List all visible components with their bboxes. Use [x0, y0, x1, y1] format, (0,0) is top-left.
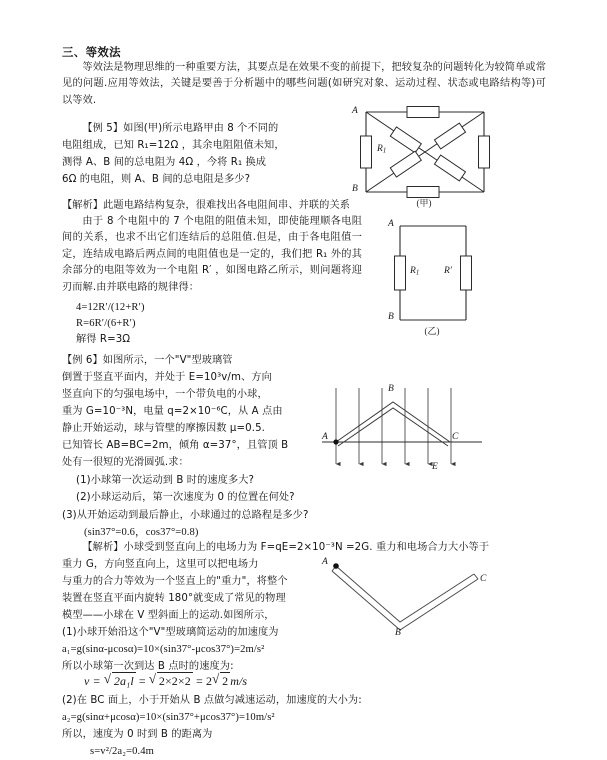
example5-problem-line-2: 电阻组成，已知 R₁=12Ω ，其余电阻阻值未知， [62, 140, 285, 151]
v-label-c: C [480, 574, 487, 584]
yi-resistor-rprime [461, 256, 472, 290]
figure-jia-circuit [352, 100, 512, 208]
example6-analysis-line-3: 装置在竖直平面内旋转 180°就变成了常见的物理 [62, 593, 286, 604]
jia-resistor-diag-ur [434, 123, 465, 149]
jia-label-a: A [352, 106, 358, 116]
example6-analysis-line-1: 重力 G，方向竖直向上，这里可以把电场力 [62, 559, 259, 570]
example6-step-s: s=v²/2a₂=0.4m [90, 746, 154, 757]
figure-jia-svg [352, 100, 512, 208]
intro-paragraph: 等效法是物理思维的一种重要方法，其要点是在效果不变的前提下，把较复杂的问题转化为较简单或常见的问题.应用等效法，关键是要善于分析题中的哪些问题(如研究对象、运动过程、状态或电路结构等)可以等效. [62, 62, 546, 106]
example5-problem-line-4: 6Ω 的电阻，则 A、B 间的总电阻是多少? [62, 174, 251, 185]
example6-step-bc: (2)在 BC 面上，小于开始从 B 点做匀减速运动，加速度的大小为: [62, 695, 362, 706]
v-ball-marker-at-a [333, 563, 339, 569]
example6-question-2: (2)小球运动后，第一次速度为 0 的位置在何处? [76, 492, 295, 503]
field-label-a: A [322, 432, 328, 442]
yi-label-b: B [388, 312, 394, 322]
example6-analysis-line-2: 与重力的合力等效为一个竖直上的"重力"，将整个 [62, 576, 288, 587]
example5-problem-line-1: 【例 5】如图(甲)所示电路甲由 8 个不同的 [82, 123, 279, 134]
jia-resistor-left-r1 [361, 136, 372, 168]
example5-equations [76, 300, 306, 348]
example6-question-1: (1)小球第一次运动到 B 时的速度多大? [76, 475, 255, 486]
v-inner-wall [332, 571, 478, 630]
example6-problem-line-4: 重为 G=10⁻³N，电量 q=2×10⁻⁶C，从 A 点由 [62, 406, 283, 417]
yi-caption: (乙) [424, 326, 440, 336]
example6-problem-line-7: 处有一很短的光滑圆弧.求： [62, 457, 189, 468]
example6-step-a1: a₁=g(sinα-μcosα)=10×(sin37°-μcos37°)=2m/s² [62, 644, 265, 655]
yi-label-a: A [388, 219, 394, 229]
example6-problem-line-6: 已知管长 AB=BC=2m，倾角 α=37°，且管顶 B [62, 440, 289, 451]
figure-field-tube [316, 378, 496, 486]
field-lines [336, 388, 451, 464]
example6-problem-line-5: 静止开始运动，球与管壁的摩擦因数 μ=0.5. [62, 423, 265, 434]
velocity-unit: m/s [230, 674, 248, 688]
example5-analysis-body: 由于 8 个电阻中的 7 个电阻的阻值未知，即使能理顺各电阻间的关系，也求不出它们连结后的总阻值.但是，由于各电阻值一定，连结成电路后两点间的电阻值也是一定的，我们把 R₁ 外的其余部分的电阻等效为一个电阻 R′ ，如图电路乙所示，则问题将迎刃而解.由并联电路的规律得： [62, 216, 362, 293]
v-label-b: B [395, 628, 401, 638]
example5-problem-line-3: 测得 A、B 间的总电阻为 4Ω ，今将 R₁ 换成 [62, 157, 267, 168]
jia-resistor-diag-lr [434, 155, 465, 181]
example6-problem [62, 352, 340, 471]
yi-label-r1: $R_1$ [410, 266, 420, 277]
example6-analysis-body [62, 556, 352, 624]
velocity-eq-2: = 2 [196, 674, 213, 688]
example6-analysis-line-4: 模型——小球在 V 型斜面上的运动.如图所示， [62, 610, 275, 621]
example6-step-dist: 所以，速度为 0 时到 B 的距离为 [62, 729, 213, 740]
example6-problem-line-1: 【例 6】如图所示，一个"V"型玻璃管 [62, 355, 233, 366]
velocity-radical-1: √ 2a₁l [104, 672, 136, 689]
section-heading: 三、等效法 [62, 45, 121, 59]
example6-trig-values: (sin37°=0.6，cos37°=0.8) [84, 527, 199, 538]
jia-label-r1: $R_1$ [377, 144, 387, 155]
example6-analysis-head: 【解析】小球受到竖直向上的电场力为 F=qE=2×10⁻³N =2G. 重力和电场合力大小等于 [82, 542, 490, 553]
v-outer-wall [336, 566, 474, 622]
figure-field-svg [316, 378, 496, 486]
velocity-eq-1: = [138, 674, 146, 688]
example6-problem-line-2: 倒置于竖直平面内，并处于 E=10³v/m、方向 [62, 372, 272, 383]
example6-question-3: (3)从开始运动到最后静止，小球通过的总路程是多少? [62, 510, 309, 521]
jia-resistor-diag-ul [390, 127, 421, 153]
example5-equation-1: 4=12R′/(12+R′) [76, 302, 145, 313]
yi-label-rprime: R′ [444, 266, 452, 276]
example6-steps-part2 [62, 692, 402, 760]
jia-label-b: B [352, 184, 358, 194]
example6-step-a2: a₂=g(sinα+μcosα)=10×(sin37°+μcos37°)=10m/s² [62, 712, 275, 723]
example6-problem-line-3: 竖直向下的匀强电场中，一个带负电的小球， [62, 389, 268, 400]
field-label-b: B [388, 384, 394, 394]
example6-steps-part1 [62, 624, 392, 675]
v-cap-c [474, 574, 478, 579]
example5-equation-2: R=6R′/(6+R′) [76, 318, 136, 329]
example5-problem [62, 120, 354, 188]
example6-step-1: (1)小球开始沿这个"V"型玻璃简运动的加速度为 [62, 627, 279, 638]
jia-resistor-top [407, 107, 439, 118]
velocity-lhs: v = [84, 674, 101, 688]
example5-equation-3: 解得 R=3Ω [76, 334, 131, 345]
jia-caption: (甲) [416, 198, 432, 208]
jia-resistor-diag-ll [390, 151, 421, 177]
field-label-c: C [452, 432, 459, 442]
ball-marker-at-a [333, 439, 338, 444]
jia-resistor-right [479, 136, 490, 168]
example6-velocity-formula [84, 672, 364, 689]
field-label-e: E [432, 462, 438, 472]
velocity-radical-3: √ 2 [212, 672, 230, 689]
example5-analysis-head: 【解析】此题电路结构复杂，很难找出各电阻间串、并联的关系 [62, 200, 351, 211]
yi-resistor-r1 [395, 256, 406, 290]
example6-step-3: 所以小球第一次到达 B 点时的速度为: [62, 661, 234, 672]
figure-yi-circuit [388, 214, 508, 336]
tube-inner-wall [338, 408, 448, 446]
velocity-radical-2: √ 2×2×2 [149, 672, 193, 689]
v-label-a: A [322, 557, 328, 567]
